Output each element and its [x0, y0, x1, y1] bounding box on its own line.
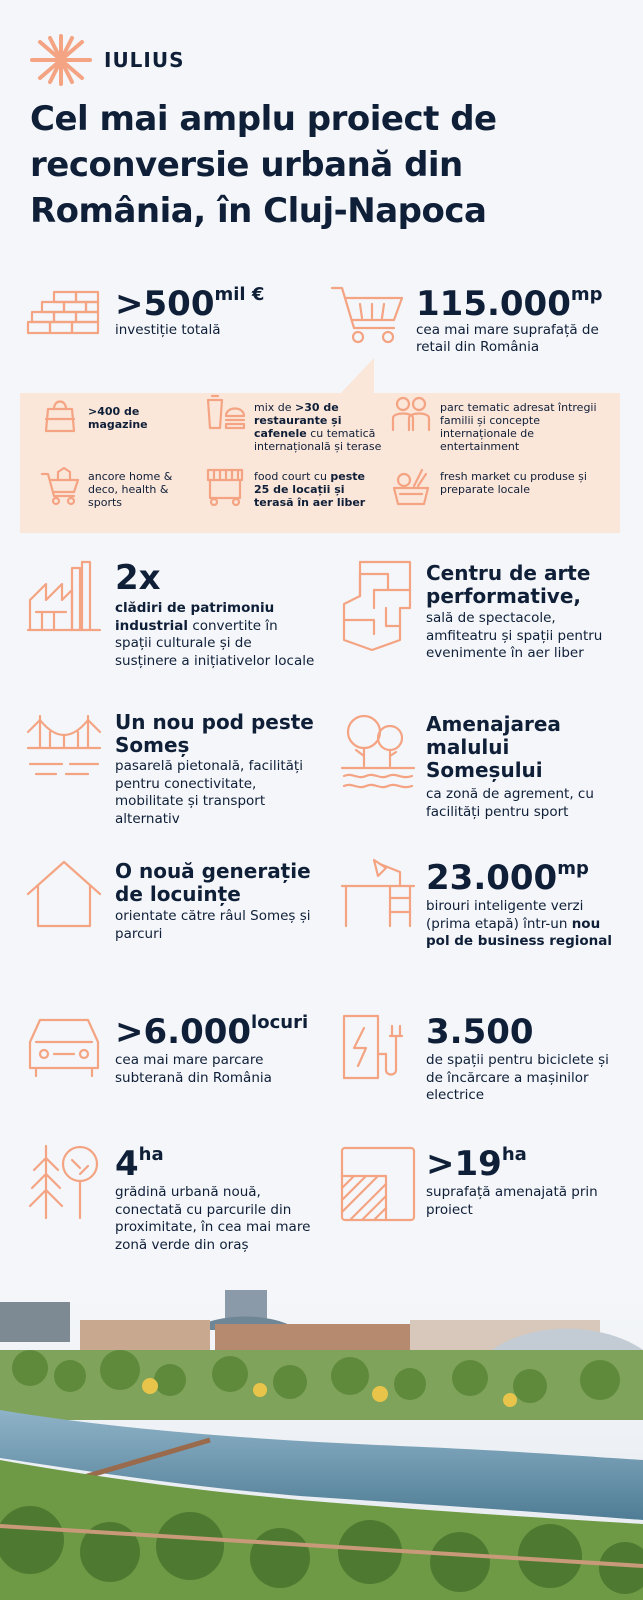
desk-lamp-icon — [340, 858, 416, 928]
family-icon — [390, 394, 432, 434]
parking-value: $>6.000^{locuri}$ — [115, 1012, 309, 1052]
iulius-logo-icon — [26, 30, 96, 90]
total-area-value: $>19^{ha}$ — [426, 1144, 527, 1184]
food-stall-icon — [204, 466, 246, 506]
offices-desc: birouri inteligente verzi (prima etapă) într-un nou pol de business regional — [426, 898, 612, 949]
house-icon — [26, 860, 102, 928]
page-title: Cel mai amplu proiect de reconversie urbană din România, în Cluj-Napoca — [30, 99, 497, 231]
riverbank-trees-icon — [340, 712, 416, 790]
riverbank-heading: Amenajarea malului Someșului — [426, 712, 561, 782]
ev-charging-icon — [340, 1014, 416, 1080]
car-icon — [26, 1012, 102, 1078]
retail-item-restaurants: mix de >30 de restaurante și cafenele cu tematică internațională și terase — [254, 401, 382, 453]
retail-item-theme-park: parc tematic adresat întregii familii și concepte internaționale de entertainment — [440, 401, 597, 453]
heritage-desc: clădiri de patrimoniu industrial convertite în spații culturale și de susținere a inițiativelor locale — [115, 600, 315, 669]
retail-item-fresh-market: fresh market cu produse și preparate locale — [440, 470, 587, 496]
housing-desc: orientate către râul Someș și parcuri — [115, 908, 311, 942]
shopping-cart-icon — [330, 284, 406, 346]
project-rendering-image — [0, 1290, 643, 1600]
home-cart-icon — [40, 466, 82, 506]
heritage-value: 2x — [115, 558, 161, 598]
total-area-desc: suprafață amenajată prin proiect — [426, 1184, 598, 1218]
floor-plan-icon — [340, 560, 416, 656]
housing-heading: O nouă generație de locuințe — [115, 859, 311, 906]
retail-area-value: $115.000^{mp}$ — [416, 284, 603, 324]
bridge-heading: Un nou pod peste Someș — [115, 710, 314, 757]
investment-value: $>500^{mil €}$ — [115, 284, 265, 324]
retail-item-food-court: food court cu peste 25 de locații și terasă în aer liber — [254, 470, 366, 509]
brand-name: IULIUS — [104, 48, 185, 72]
bike-ev-desc: de spații pentru biciclete și de încărcare a mașinilor electrice — [426, 1052, 609, 1103]
garden-desc: grădină urbană nouă, conectată cu parcurile din proximitate, în cea mai mare zonă verde din oraș — [115, 1184, 311, 1253]
riverbank-desc: ca zonă de agrement, cu facilități pentru sport — [426, 786, 594, 820]
retail-area-label: cea mai mare suprafață de retail din România — [416, 322, 599, 355]
arts-desc: sală de spectacole, amfiteatru și spații pentru evenimente în aer liber — [426, 610, 603, 661]
garden-value: $4^{ha}$ — [115, 1144, 164, 1184]
arts-heading: Centru de arte performative, — [426, 561, 591, 608]
parking-desc: cea mai mare parcare subterană din România — [115, 1052, 272, 1086]
bricks-icon — [26, 290, 102, 336]
retail-item-anchors: ancore home & deco, health & sports — [88, 470, 173, 509]
fresh-produce-icon — [390, 466, 432, 506]
panel-pointer — [340, 358, 380, 394]
land-area-icon — [340, 1146, 416, 1222]
industrial-building-icon — [26, 560, 102, 634]
food-drink-icon — [204, 394, 246, 434]
urban-garden-trees-icon — [26, 1144, 102, 1220]
bridge-desc: pasarelă pietonală, facilități pentru conectivitate, mobilitate și transport alternativ — [115, 758, 303, 827]
investment-label: investiție totală — [115, 322, 221, 338]
shopping-bag-icon — [40, 395, 80, 435]
retail-item-stores: >400 de magazine — [88, 405, 148, 431]
offices-value: $23.000^{mp}$ — [426, 858, 589, 898]
bike-ev-value: 3.500 — [426, 1012, 534, 1052]
bridge-icon — [26, 712, 102, 778]
